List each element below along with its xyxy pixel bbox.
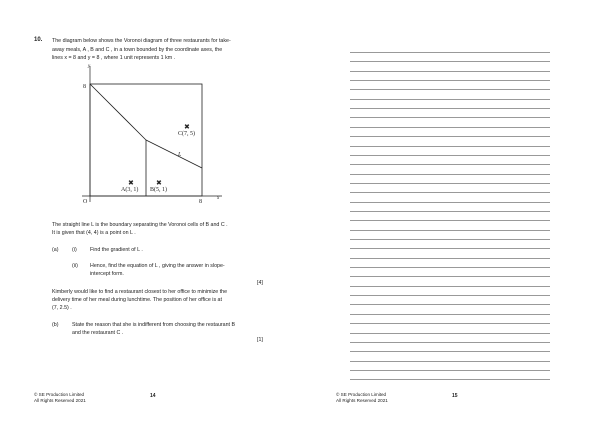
- x-tick-label: 8: [199, 199, 202, 205]
- footer-line-2: All Rights Reserved 2021: [336, 398, 388, 404]
- question-stem: [52, 221, 272, 237]
- question-number: 10.: [34, 37, 43, 43]
- part-b-label: (b): [52, 322, 59, 328]
- answer-line: [350, 202, 550, 203]
- answer-line: [350, 276, 550, 277]
- answer-line: [350, 211, 550, 212]
- footer-line-2: All Rights Reserved 2021: [34, 398, 86, 404]
- part-b-marks: [1]: [257, 337, 263, 343]
- intro-line-1: The diagram below shows the Voronoi diagram of three restaurants for take-: [52, 38, 231, 44]
- page-number: 15: [452, 393, 458, 399]
- answer-line: [350, 379, 550, 380]
- answer-line: [350, 108, 550, 109]
- part-a-ii-line-2: intercept form.: [90, 271, 124, 278]
- intro-line-2: away meals, A , B and C , in a town bounded by the coordinate axes, the: [52, 46, 223, 53]
- answer-line: [350, 370, 550, 371]
- kimberly-line-2: delivery time of her meal during lunchtime. The position of her office is at: [52, 297, 222, 304]
- answer-line: [350, 351, 550, 352]
- part-a-ii-label: (ii): [72, 263, 78, 269]
- answer-line: [350, 155, 550, 156]
- kimberly-line-1: Kimberly would like to find a restaurant closest to her office to minimize the: [52, 289, 228, 295]
- intro-line-3: lines x = 8 and y = 8 , where 1 unit represents 1 km .: [52, 55, 176, 62]
- y-axis-label: y: [88, 64, 91, 69]
- copyright-footer: [336, 392, 388, 405]
- answer-line: [350, 239, 550, 240]
- answer-line: [350, 304, 550, 305]
- stem-line-1: The straight line L is the boundary separating the Voronoi cells of B and C .: [52, 222, 228, 228]
- footer-line-1: © SE Production Limited: [336, 392, 387, 397]
- answer-line: [350, 164, 550, 165]
- part-a-marks: [4]: [257, 280, 263, 286]
- answer-line: [350, 286, 550, 287]
- part-b-line-1: State the reason that she is indifferent from choosing the restaurant B: [72, 322, 236, 328]
- part-a-i-text: Find the gradient of L .: [90, 247, 143, 253]
- point-c-label: C(7, 5): [178, 131, 195, 137]
- answer-line: [350, 342, 550, 343]
- answer-line: [350, 230, 550, 231]
- question-intro: [52, 37, 270, 63]
- page-number: 14: [150, 393, 156, 399]
- answer-line: [350, 361, 550, 362]
- part-a-label: (a): [52, 247, 59, 253]
- point-a-label: A(3, 1): [121, 187, 139, 193]
- answer-line: [350, 127, 550, 128]
- part-a-i-label: (i): [72, 247, 77, 253]
- point-b-marker: ✖: [156, 180, 162, 187]
- answer-line: [350, 117, 550, 118]
- answer-line: [350, 192, 550, 193]
- point-b-label: B(5, 1): [150, 187, 167, 193]
- answer-line: [350, 61, 550, 62]
- origin-label: O: [83, 199, 88, 205]
- stem-line-2: It is given that (4, 4) is a point on L .: [52, 230, 136, 237]
- x-axis-label: x: [217, 196, 220, 201]
- part-b-text: [72, 321, 272, 337]
- voronoi-diagram: [70, 60, 230, 210]
- answer-line: [350, 71, 550, 72]
- boundary-a-bc: [90, 84, 146, 196]
- answer-line: [350, 136, 550, 137]
- answer-line: [350, 267, 550, 268]
- part-a-ii-text: [90, 262, 270, 278]
- point-a-marker: ✖: [128, 180, 134, 187]
- answer-line: [350, 220, 550, 221]
- answer-line: [350, 333, 550, 334]
- kimberly-context: [52, 288, 272, 313]
- answer-line: [350, 52, 550, 53]
- y-tick-label: 8: [83, 84, 86, 90]
- answer-line: [350, 258, 550, 259]
- answer-line: [350, 323, 550, 324]
- footer-line-1: © SE Production Limited: [34, 392, 85, 397]
- answer-line: [350, 146, 550, 147]
- answer-line: [350, 295, 550, 296]
- answer-line: [350, 99, 550, 100]
- line-l: [146, 140, 202, 168]
- answer-line: [350, 314, 550, 315]
- answer-line: [350, 80, 550, 81]
- answer-line: [350, 248, 550, 249]
- part-b-line-2: and the restaurant C .: [72, 330, 124, 337]
- kimberly-line-3: (7, 2.5) .: [52, 305, 72, 312]
- answer-line: [350, 183, 550, 184]
- part-a-ii-line-1: Hence, find the equation of L , giving the answer in slope-: [90, 263, 225, 269]
- point-c-marker: ✖: [184, 124, 190, 131]
- answer-line: [350, 89, 550, 90]
- line-l-label: L: [178, 152, 182, 158]
- copyright-footer: [34, 392, 86, 405]
- answer-line: [350, 174, 550, 175]
